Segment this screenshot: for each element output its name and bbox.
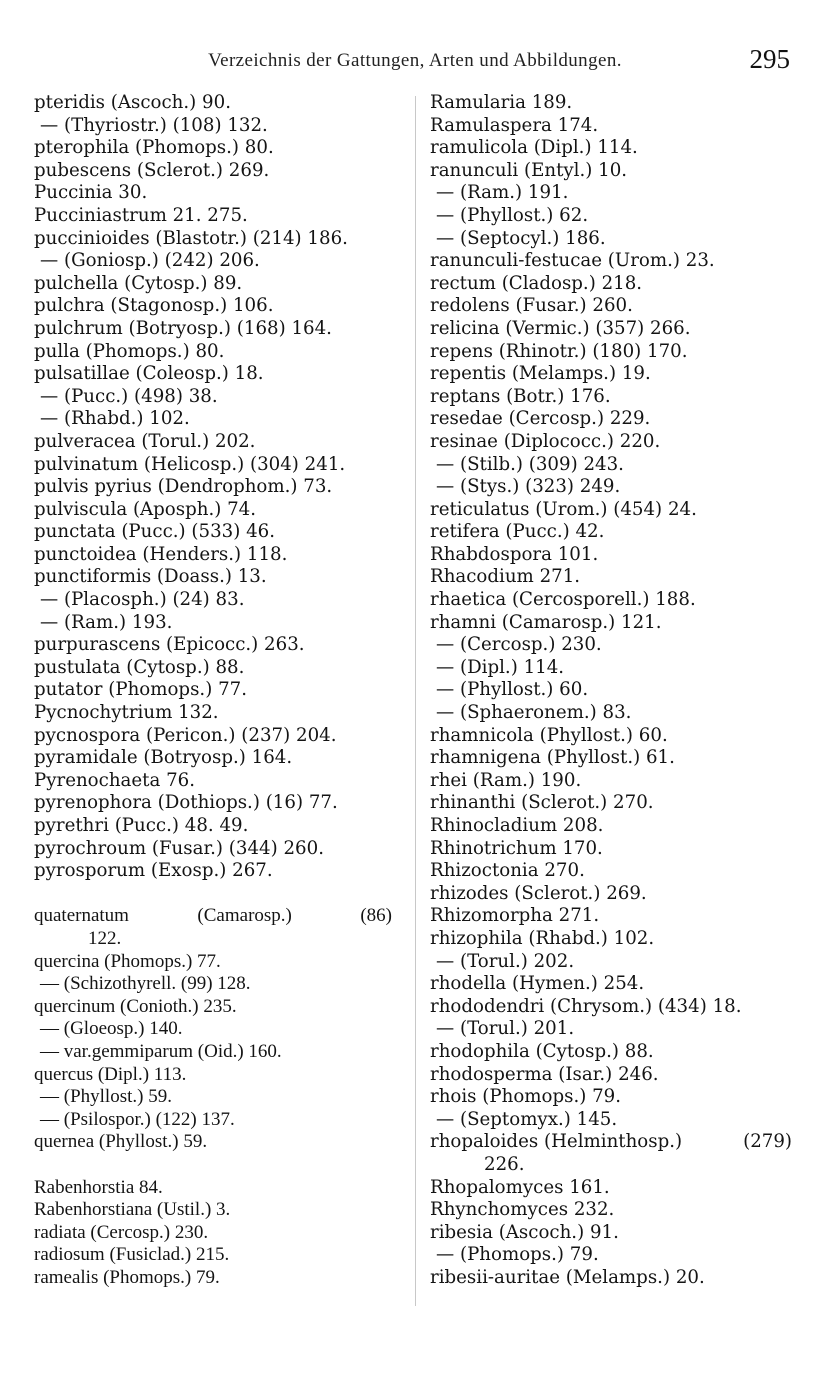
index-entry: — (Dipl.) 114. xyxy=(436,656,565,678)
index-entry: Ramulaspera 174. xyxy=(430,114,599,136)
index-entry xyxy=(430,1131,792,1154)
index-entry: pulviscula (Aposph.) 74. xyxy=(34,498,257,520)
index-entry: ramulicola (Dipl.) 114. xyxy=(430,137,638,159)
index-entry: Pucciniastrum 21. 275. xyxy=(34,204,248,226)
index-entry: quercus (Dipl.) 113. xyxy=(34,1063,187,1085)
index-entry: rhizophila (Rhabd.) 102. xyxy=(430,927,655,949)
index-entry: rhinanthi (Sclerot.) 270. xyxy=(430,792,654,814)
index-entry: ranunculi (Entyl.) 10. xyxy=(430,159,628,181)
index-entry: punctoidea (Henders.) 118. xyxy=(34,543,288,565)
section-spacer xyxy=(34,883,402,906)
index-entry: — (Rhabd.) 102. xyxy=(40,408,190,430)
index-entry: Puccinia 30. xyxy=(34,182,148,204)
index-entry: — (Torul.) 202. xyxy=(436,950,575,972)
index-entry: — (Thyriostr.) (108) 132. xyxy=(40,114,268,136)
index-entry: pulvinatum (Helicosp.) (304) 241. xyxy=(34,453,346,475)
page-header xyxy=(0,44,830,78)
index-entry: — (Ram.) 193. xyxy=(40,611,173,633)
index-entry: — (Phyllost.) 60. xyxy=(436,679,589,701)
index-entry: pulla (Phomops.) 80. xyxy=(34,340,225,362)
index-entry: ranunculi-festucae (Urom.) 23. xyxy=(430,250,715,272)
index-entry: pulchella (Cytosp.) 89. xyxy=(34,272,243,294)
index-entry: — (Stilb.) (309) 243. xyxy=(436,453,624,475)
index-entry: — (Septocyl.) 186. xyxy=(436,227,606,249)
index-entry: rhamni (Camarosp.) 121. xyxy=(430,611,662,633)
index-entry: — (Ram.) 191. xyxy=(436,182,569,204)
index-entry: reptans (Botr.) 176. xyxy=(430,385,611,407)
entry-figure: (86) xyxy=(360,905,392,927)
index-entry: relicina (Vermic.) (357) 266. xyxy=(430,317,691,339)
index-entry: pubescens (Sclerot.) 269. xyxy=(34,159,270,181)
index-entry: pyrethri (Pucc.) 48. 49. xyxy=(34,815,249,836)
index-section-r-right-b xyxy=(430,1177,800,1290)
index-entry xyxy=(34,905,392,928)
index-entry: putator (Phomops.) 77. xyxy=(34,679,247,701)
index-entry: — (Torul.) 201. xyxy=(436,1018,575,1040)
index-entry: Rhacodium 271. xyxy=(430,566,581,588)
index-entry: ramealis (Phomops.) 79. xyxy=(34,1266,220,1288)
index-entry: rhois (Phomops.) 79. xyxy=(430,1086,622,1108)
index-entry: retifera (Pucc.) 42. xyxy=(430,521,605,543)
index-entry: Rhizomorpha 271. xyxy=(430,905,600,927)
index-entry: Rhinocladium 208. xyxy=(430,815,604,836)
index-entry: Pycnochytrium 132. xyxy=(34,702,219,724)
index-entry: rhamnigena (Phyllost.) 61. xyxy=(430,747,675,769)
index-entry: punctiformis (Doass.) 13. xyxy=(34,566,267,588)
index-column-right xyxy=(430,92,800,1289)
index-entry: repentis (Melamps.) 19. xyxy=(430,363,651,385)
index-entry: rhei (Ram.) 190. xyxy=(430,769,582,791)
index-entry: Rhopalomyces 161. xyxy=(430,1176,610,1198)
index-entry: resinae (Diplococc.) 220. xyxy=(430,430,661,452)
entry-name: quaternatum xyxy=(34,905,129,927)
index-section-r-list xyxy=(34,1177,402,1290)
index-entry: — (Phyllost.) 59. xyxy=(40,1086,172,1108)
index-entry: Rhinotrichum 170. xyxy=(430,837,603,859)
index-entry: — (Phomops.) 79. xyxy=(436,1244,599,1266)
index-section-q xyxy=(34,905,402,1154)
index-entry: pyrosporum (Exosp.) 267. xyxy=(34,860,273,882)
index-entry: pulchrum (Botryosp.) (168) 164. xyxy=(34,317,332,339)
index-entry: — (Psilospor.) (122) 137. xyxy=(40,1108,235,1130)
entry-genus: (Camarosp.) xyxy=(197,905,292,927)
index-entry: — (Sphaeronem.) 83. xyxy=(436,702,632,724)
index-entry: — (Pucc.) (498) 38. xyxy=(40,385,218,407)
entry-continuation: 122. xyxy=(88,927,122,949)
index-entry: resedae (Cercosp.) 229. xyxy=(430,408,651,430)
index-entry: rhaetica (Cercosporell.) 188. xyxy=(430,589,696,611)
index-entry: — (Septomyx.) 145. xyxy=(436,1108,618,1130)
index-entry: redolens (Fusar.) 260. xyxy=(430,295,633,317)
index-entry: pulchra (Stagonosp.) 106. xyxy=(34,295,274,317)
index-entry: Pyrenochaeta 76. xyxy=(34,769,195,791)
index-section-q-list xyxy=(34,951,402,1154)
index-section-r-right xyxy=(430,92,800,1131)
index-entry: rhizodes (Sclerot.) 269. xyxy=(430,882,647,904)
index-entry: pulveracea (Torul.) 202. xyxy=(34,430,256,452)
index-entry: — var.gemmiparum (Oid.) 160. xyxy=(40,1040,282,1062)
index-entry: — (Phyllost.) 62. xyxy=(436,204,589,226)
index-entry: Rhizoctonia 270. xyxy=(430,860,585,882)
index-entry: ribesii-auritae (Melamps.) 20. xyxy=(430,1266,705,1288)
index-entry: punctata (Pucc.) (533) 46. xyxy=(34,521,276,543)
index-entry: — (Cercosp.) 230. xyxy=(436,634,602,656)
index-section-p xyxy=(34,92,402,883)
index-entry: ribesia (Ascoch.) 91. xyxy=(430,1221,619,1243)
index-entry: quercina (Phomops.) 77. xyxy=(34,950,221,972)
index-entry: pustulata (Cytosp.) 88. xyxy=(34,656,245,678)
index-entry: pterophila (Phomops.) 80. xyxy=(34,137,274,159)
index-entry: pteridis (Ascoch.) 90. xyxy=(34,92,231,113)
index-entry: — (Stys.) (323) 249. xyxy=(436,476,621,498)
index-entry: quernea (Phyllost.) 59. xyxy=(34,1131,208,1153)
index-entry: quercinum (Conioth.) 235. xyxy=(34,995,237,1017)
index-entry: reticulatus (Urom.) (454) 24. xyxy=(430,498,697,520)
index-entry: Rhynchomyces 232. xyxy=(430,1199,615,1221)
index-entry: rhodella (Hymen.) 254. xyxy=(430,973,645,995)
index-entry: rectum (Cladosp.) 218. xyxy=(430,272,643,294)
index-entry: pyrenophora (Dothiops.) (16) 77. xyxy=(34,792,338,814)
index-entry: rhamnicola (Phyllost.) 60. xyxy=(430,724,668,746)
running-title: Verzeichnis der Gattungen, Arten und Abbildungen. xyxy=(208,50,622,71)
entry-name: rhopaloides (Helminthosp.) xyxy=(430,1131,683,1153)
index-entry: puccinioides (Blastotr.) (214) 186. xyxy=(34,227,348,249)
index-entry: rhodophila (Cytosp.) 88. xyxy=(430,1040,654,1062)
index-entry: pulsatillae (Coleosp.) 18. xyxy=(34,363,264,385)
entry-figure: (279) xyxy=(743,1131,792,1153)
index-entry: radiata (Cercosp.) 230. xyxy=(34,1221,209,1243)
index-column-left xyxy=(34,92,402,1289)
index-entry: Rabenhorstiana (Ustil.) 3. xyxy=(34,1199,231,1221)
index-entry: pyramidale (Botryosp.) 164. xyxy=(34,747,293,769)
index-entry: — (Placosph.) (24) 83. xyxy=(40,589,245,611)
index-entry: — (Goniosp.) (242) 206. xyxy=(40,250,260,272)
index-entry: rhododendri (Chrysom.) (434) 18. xyxy=(430,995,742,1017)
index-entry: — (Schizothyrell. (99) 128. xyxy=(40,973,251,995)
index-entry: radiosum (Fusiclad.) 215. xyxy=(34,1244,230,1266)
index-entry: purpurascens (Epicocc.) 263. xyxy=(34,634,305,656)
index-entry: Rhabdospora 101. xyxy=(430,543,599,565)
entry-continuation: 226. xyxy=(484,1153,525,1175)
page-number: 295 xyxy=(749,44,790,74)
column-divider xyxy=(415,96,416,1306)
index-entry: pycnospora (Pericon.) (237) 204. xyxy=(34,724,337,746)
index-entry: — (Gloeosp.) 140. xyxy=(40,1018,183,1040)
index-entry: repens (Rhinotr.) (180) 170. xyxy=(430,340,688,362)
index-entry: Rabenhorstia 84. xyxy=(34,1176,163,1198)
index-entry: pyrochroum (Fusar.) (344) 260. xyxy=(34,837,324,859)
index-section-r xyxy=(34,1177,402,1290)
index-entry: rhodosperma (Isar.) 246. xyxy=(430,1063,659,1085)
index-entry: pulvis pyrius (Dendrophom.) 73. xyxy=(34,476,333,498)
index-entry: Ramularia 189. xyxy=(430,92,573,113)
section-spacer xyxy=(34,1154,402,1177)
